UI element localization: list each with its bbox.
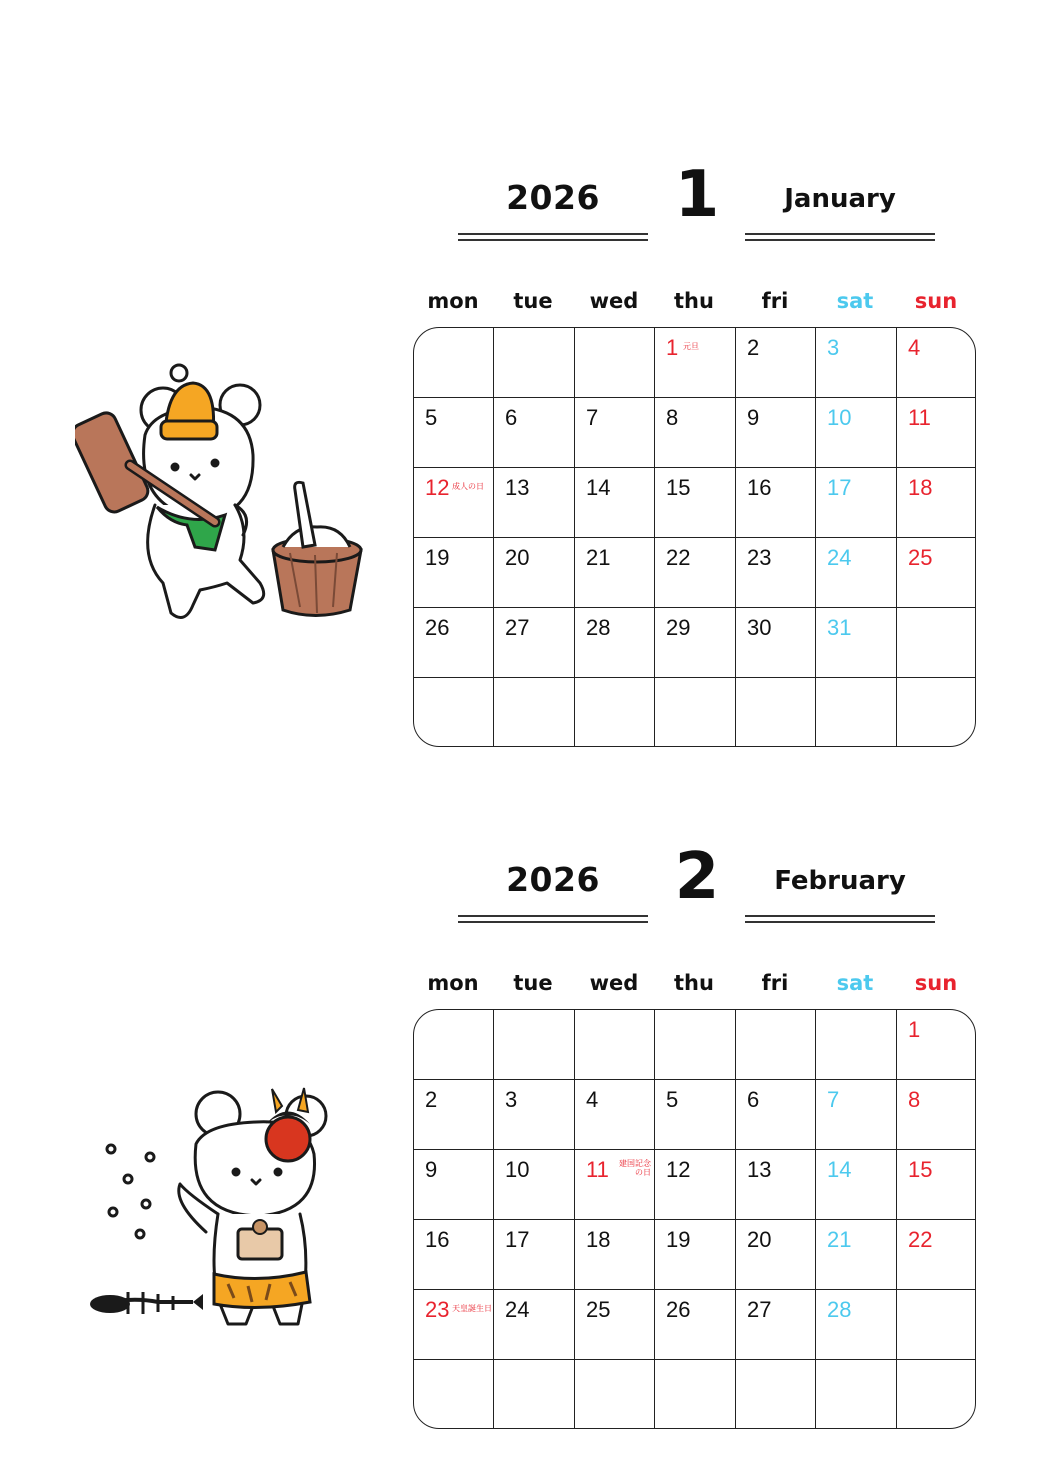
- day-cell: [575, 1080, 655, 1150]
- day-number: 27: [505, 615, 530, 640]
- day-cell: [575, 608, 655, 678]
- day-number: 2: [747, 335, 760, 360]
- day-cell: [655, 538, 735, 608]
- day-number: 27: [747, 1297, 772, 1322]
- title-underline-right: [745, 915, 935, 917]
- month-number: 1: [674, 158, 720, 232]
- weekday-mon: mon: [427, 971, 479, 995]
- weekday-tue: tue: [513, 289, 553, 313]
- title-underline-right: [745, 233, 935, 235]
- day-number: 1: [666, 335, 679, 360]
- day-cell: [414, 1080, 494, 1150]
- day-cell: [494, 538, 574, 608]
- day-number: 23: [425, 1297, 450, 1322]
- weekday-thu: thu: [674, 971, 714, 995]
- day-cell: [414, 398, 494, 468]
- day-cell: [897, 468, 976, 538]
- holiday-label: 成人の日: [452, 482, 484, 491]
- day-cell: [736, 1150, 816, 1220]
- day-number: 21: [827, 1227, 852, 1252]
- day-cell: [736, 398, 816, 468]
- day-cell: [414, 468, 494, 538]
- day-cell: [414, 1290, 494, 1360]
- calendar-grid: [413, 1009, 976, 1429]
- weekday-fri: fri: [761, 971, 789, 995]
- day-number: 11: [586, 1157, 609, 1182]
- weekday-sun: sun: [914, 289, 958, 313]
- day-cell: [736, 468, 816, 538]
- day-cell: [575, 1290, 655, 1360]
- day-number: 9: [747, 405, 760, 430]
- day-number: 15: [666, 475, 691, 500]
- day-cell: [494, 468, 574, 538]
- day-number: 3: [505, 1087, 518, 1112]
- day-number: 1: [908, 1017, 921, 1042]
- day-number: 16: [425, 1227, 450, 1252]
- holiday-label: 建国記念の日: [619, 1159, 651, 1177]
- day-cell: [575, 398, 655, 468]
- day-cell: [816, 1220, 896, 1290]
- day-cell: [494, 1080, 574, 1150]
- day-number: 26: [666, 1297, 691, 1322]
- day-number: 3: [827, 335, 840, 360]
- day-cell: [816, 468, 896, 538]
- day-cell: [816, 538, 896, 608]
- holiday-label: 天皇誕生日: [452, 1304, 492, 1313]
- day-number: 18: [586, 1227, 611, 1252]
- day-number: 17: [827, 475, 852, 500]
- day-number: 25: [586, 1297, 611, 1322]
- weekday-thu: thu: [674, 289, 714, 313]
- day-number: 21: [586, 545, 611, 570]
- day-cell: [575, 1150, 655, 1220]
- day-cell: [816, 328, 896, 398]
- day-number: 8: [666, 405, 679, 430]
- day-number: 23: [747, 545, 772, 570]
- weekday-sun: sun: [914, 971, 958, 995]
- weekday-sat: sat: [836, 289, 874, 313]
- day-number: 8: [908, 1087, 921, 1112]
- title-underline-left: [458, 233, 648, 235]
- day-cell: [736, 538, 816, 608]
- day-number: 29: [666, 615, 691, 640]
- day-number: 7: [586, 405, 599, 430]
- day-cell: [494, 608, 574, 678]
- day-cell: [736, 1220, 816, 1290]
- day-number: 9: [425, 1157, 438, 1182]
- day-cell: [897, 1080, 976, 1150]
- day-cell: [414, 538, 494, 608]
- day-cell: [414, 1220, 494, 1290]
- year-label: 2026: [506, 178, 600, 217]
- day-cell: [736, 1080, 816, 1150]
- day-cell: [897, 328, 976, 398]
- day-number: 30: [747, 615, 772, 640]
- day-cell: [414, 608, 494, 678]
- day-number: 4: [908, 335, 921, 360]
- day-cell: [897, 1220, 976, 1290]
- day-number: 11: [908, 405, 931, 430]
- day-number: 28: [827, 1297, 852, 1322]
- day-number: 28: [586, 615, 611, 640]
- day-number: 19: [666, 1227, 691, 1252]
- day-cell: [575, 468, 655, 538]
- day-cell: [655, 1150, 735, 1220]
- day-number: 10: [827, 405, 852, 430]
- day-number: 31: [827, 615, 852, 640]
- calendar-grid: [413, 327, 976, 747]
- bear-throwing-beans-setsubun-illustration: [88, 1084, 338, 1334]
- day-number: 24: [505, 1297, 530, 1322]
- day-number: 16: [747, 475, 772, 500]
- day-number: 20: [505, 545, 530, 570]
- day-number: 26: [425, 615, 450, 640]
- day-number: 6: [747, 1087, 760, 1112]
- day-cell: [494, 1150, 574, 1220]
- day-cell: [816, 1290, 896, 1360]
- day-number: 12: [666, 1157, 691, 1182]
- day-number: 13: [747, 1157, 772, 1182]
- day-cell: [736, 328, 816, 398]
- day-cell: [655, 468, 735, 538]
- day-cell: [494, 398, 574, 468]
- day-cell: [575, 538, 655, 608]
- bear-pounding-mochi-illustration: [75, 355, 370, 630]
- day-cell: [655, 328, 735, 398]
- day-number: 14: [827, 1157, 852, 1182]
- day-cell: [655, 1220, 735, 1290]
- weekday-wed: wed: [589, 971, 639, 995]
- day-number: 22: [908, 1227, 933, 1252]
- month-number: 2: [674, 840, 720, 914]
- month-name: January: [784, 184, 896, 214]
- day-number: 5: [425, 405, 438, 430]
- day-number: 10: [505, 1157, 530, 1182]
- day-number: 15: [908, 1157, 933, 1182]
- weekday-tue: tue: [513, 971, 553, 995]
- day-cell: [897, 1150, 976, 1220]
- day-number: 6: [505, 405, 518, 430]
- day-cell: [655, 1080, 735, 1150]
- day-cell: [816, 398, 896, 468]
- day-number: 19: [425, 545, 450, 570]
- day-cell: [816, 1080, 896, 1150]
- day-number: 25: [908, 545, 933, 570]
- holiday-label: 元旦: [683, 342, 699, 351]
- day-number: 24: [827, 545, 852, 570]
- day-number: 20: [747, 1227, 772, 1252]
- day-number: 22: [666, 545, 691, 570]
- day-number: 5: [666, 1087, 679, 1112]
- day-number: 17: [505, 1227, 530, 1252]
- day-number: 13: [505, 475, 530, 500]
- day-cell: [816, 1150, 896, 1220]
- day-number: 7: [827, 1087, 840, 1112]
- day-cell: [736, 608, 816, 678]
- weekday-fri: fri: [761, 289, 789, 313]
- weekday-sat: sat: [836, 971, 874, 995]
- day-cell: [575, 1220, 655, 1290]
- day-cell: [494, 1290, 574, 1360]
- day-number: 4: [586, 1087, 599, 1112]
- day-cell: [897, 538, 976, 608]
- day-cell: [414, 1150, 494, 1220]
- day-cell: [816, 608, 896, 678]
- title-underline-left: [458, 915, 648, 917]
- month-name: February: [774, 866, 906, 896]
- year-label: 2026: [506, 860, 600, 899]
- day-number: 2: [425, 1087, 438, 1112]
- day-cell: [736, 1290, 816, 1360]
- day-cell: [897, 1010, 976, 1080]
- day-number: 12: [425, 475, 450, 500]
- day-cell: [655, 608, 735, 678]
- day-cell: [897, 398, 976, 468]
- day-cell: [655, 398, 735, 468]
- day-number: 18: [908, 475, 933, 500]
- weekday-wed: wed: [589, 289, 639, 313]
- day-cell: [655, 1290, 735, 1360]
- weekday-mon: mon: [427, 289, 479, 313]
- day-number: 14: [586, 475, 611, 500]
- day-cell: [494, 1220, 574, 1290]
